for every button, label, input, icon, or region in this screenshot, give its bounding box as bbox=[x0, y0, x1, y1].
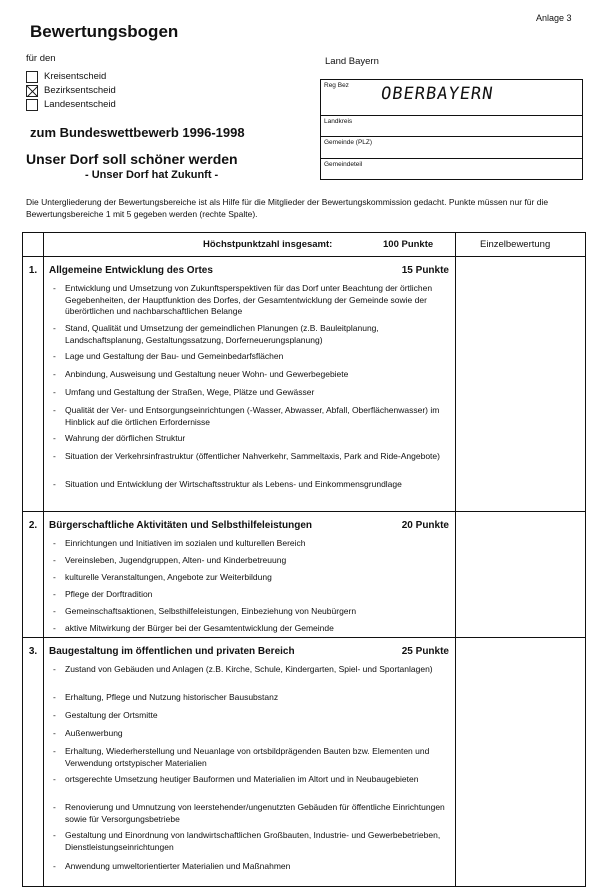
checkbox[interactable] bbox=[26, 71, 38, 83]
list-item: - Anwendung umweltorientierter Materialien und Maßnahmen bbox=[51, 861, 449, 873]
list-item: - Lage und Gestaltung der Bau- und Gemeinbedarfsflächen bbox=[51, 351, 449, 363]
landkreis-field[interactable] bbox=[321, 116, 582, 137]
option-label: Kreisentscheid bbox=[44, 71, 107, 82]
list-item: - Renovierung und Umnutzung von leerstehender/ungenutzten Gebäuden für öffentliche Einrichtungen sowie für Versorgungsbetriebe bbox=[51, 802, 449, 825]
list-item: - Anbindung, Ausweisung und Gestaltung neuer Wohn- und Gewerbegebiete bbox=[51, 369, 449, 381]
list-item: - Gemeinschaftsaktionen, Selbsthilfeleistungen, Einbeziehung von Neubürgern bbox=[51, 606, 449, 618]
option-label: Bezirksentscheid bbox=[44, 85, 116, 96]
section-points: 20 Punkte bbox=[401, 520, 449, 531]
page-title: Bewertungsbogen bbox=[30, 22, 179, 41]
checkbox[interactable] bbox=[26, 99, 38, 111]
option-label: Landesentscheid bbox=[44, 99, 116, 110]
list-item: - Pflege der Dorftradition bbox=[51, 589, 449, 601]
gemeindeteil-field[interactable] bbox=[321, 159, 582, 180]
attachment-label: Anlage 3 bbox=[536, 13, 572, 23]
checkbox-checked[interactable] bbox=[26, 85, 38, 97]
list-item: - Wahrung der dörflichen Struktur bbox=[51, 433, 449, 445]
option-kreisentscheid[interactable] bbox=[26, 70, 106, 83]
section-number: 3. bbox=[28, 646, 38, 657]
reg-bez-field[interactable] bbox=[321, 80, 582, 116]
max-points-value: 100 Punkte bbox=[383, 239, 434, 250]
section-points: 25 Punkte bbox=[401, 646, 449, 657]
list-item: - Situation der Verkehrsinfrastruktur (öffentlicher Nahverkehr, Sammeltaxis, Park and Ride-Angebote) bbox=[51, 451, 449, 463]
list-item: - aktive Mitwirkung der Bürger bei der Gesamtentwicklung der Gemeinde bbox=[51, 623, 449, 635]
list-item: - Außenwerbung bbox=[51, 728, 449, 740]
list-item: - Zustand von Gebäuden und Anlagen (z.B. Kirche, Schule, Kindergarten, Spiel- und Sportanlagen) bbox=[51, 664, 449, 676]
fuer-den-label: für den bbox=[26, 53, 56, 64]
competition-submotto: - Unser Dorf hat Zukunft - bbox=[85, 169, 219, 181]
option-bezirksentscheid[interactable] bbox=[26, 84, 116, 97]
competition-motto: Unser Dorf soll schöner werden bbox=[26, 151, 238, 167]
gemeindeteil-label: Gemeindeteil bbox=[324, 161, 363, 168]
section-title: Baugestaltung im öffentlichen und privaten Bereich bbox=[49, 646, 295, 657]
list-item: - Situation und Entwicklung der Wirtschaftsstruktur als Lebens- und Einkommensgrundlage bbox=[51, 479, 449, 491]
reg-bez-value: OBERBAYERN bbox=[379, 84, 495, 104]
competition-line: zum Bundeswettbewerb 1996-1998 bbox=[30, 125, 245, 140]
land-label: Land Bayern bbox=[325, 56, 379, 67]
list-item: - Vereinsleben, Jugendgruppen, Alten- und Kinderbetreuung bbox=[51, 555, 449, 567]
evaluation-table bbox=[22, 232, 586, 887]
list-item: - Gestaltung und Einordnung von landwirtschaftlichen Großbauten, Industrie- und Gewerbebetrieben, Dienstleistungseinrichtungen bbox=[51, 830, 449, 853]
rating-column-header: Einzelbewertung bbox=[480, 239, 551, 250]
section-title: Bürgerschaftliche Aktivitäten und Selbsthilfeleistungen bbox=[49, 520, 313, 531]
option-landesentscheid[interactable] bbox=[26, 98, 116, 111]
gemeinde-label: Gemeinde (PLZ) bbox=[324, 139, 373, 146]
list-item: - Stand, Qualität und Umsetzung der gemeindlichen Planungen (z.B. Bauleitplanung, Landschaftsplanung, Gestaltungssatzung, Dorferneuerungsplanung) bbox=[51, 323, 449, 346]
intro-text: Die Untergliederung der Bewertungsbereiche ist als Hilfe für die Mitglieder der Bewertungskommission gedacht. Punkte müssen nur für die Bewertungsbereiche 1 mit 5 gegeben werden (rechte Spalte). bbox=[26, 197, 549, 219]
list-item: - Erhaltung, Pflege und Nutzung historischer Bausubstanz bbox=[51, 692, 449, 704]
max-points-label: Höchstpunktzahl insgesamt: bbox=[203, 239, 333, 250]
list-item: - kulturelle Veranstaltungen, Angebote zur Weiterbildung bbox=[51, 572, 449, 584]
section-points: 15 Punkte bbox=[401, 265, 449, 276]
section-number: 2. bbox=[28, 520, 38, 531]
gemeinde-field[interactable] bbox=[321, 137, 582, 159]
section-title: Allgemeine Entwicklung des Ortes bbox=[49, 265, 213, 276]
reg-bez-label: Reg Bez bbox=[324, 82, 349, 89]
landkreis-label: Landkreis bbox=[324, 118, 353, 125]
list-item: - Gestaltung der Ortsmitte bbox=[51, 710, 449, 722]
section-number: 1. bbox=[28, 265, 38, 276]
list-item: - Einrichtungen und Initiativen im sozialen und kulturellen Bereich bbox=[51, 538, 449, 550]
region-box bbox=[320, 79, 583, 180]
list-item: - ortsgerechte Umsetzung heutiger Bauformen und Materialien im Altort und in Neubaugebieten bbox=[51, 774, 449, 786]
list-item: - Entwicklung und Umsetzung von Zukunftsperspektiven für das Dorf unter Beachtung der örtlichen Gegebenheiten, der Hauptfunktion des Dorfes, der Gesamtentwicklung der Gemeinde sowie der überörtlichen und nachbarschaftlichen Belange bbox=[51, 283, 449, 318]
list-item: - Qualität der Ver- und Entsorgungseinrichtungen (-Wasser, Abwasser, Abfall, Oberflächenwasser) im Hinblick auf die örtlichen Erfordernisse bbox=[51, 405, 449, 428]
list-item: - Erhaltung, Wiederherstellung und Neuanlage von ortsbildprägenden Bauten bzw. Elementen und Verwendung ortstypischer Materialien bbox=[51, 746, 449, 769]
list-item: - Umfang und Gestaltung der Straßen, Wege, Plätze und Gewässer bbox=[51, 387, 449, 399]
